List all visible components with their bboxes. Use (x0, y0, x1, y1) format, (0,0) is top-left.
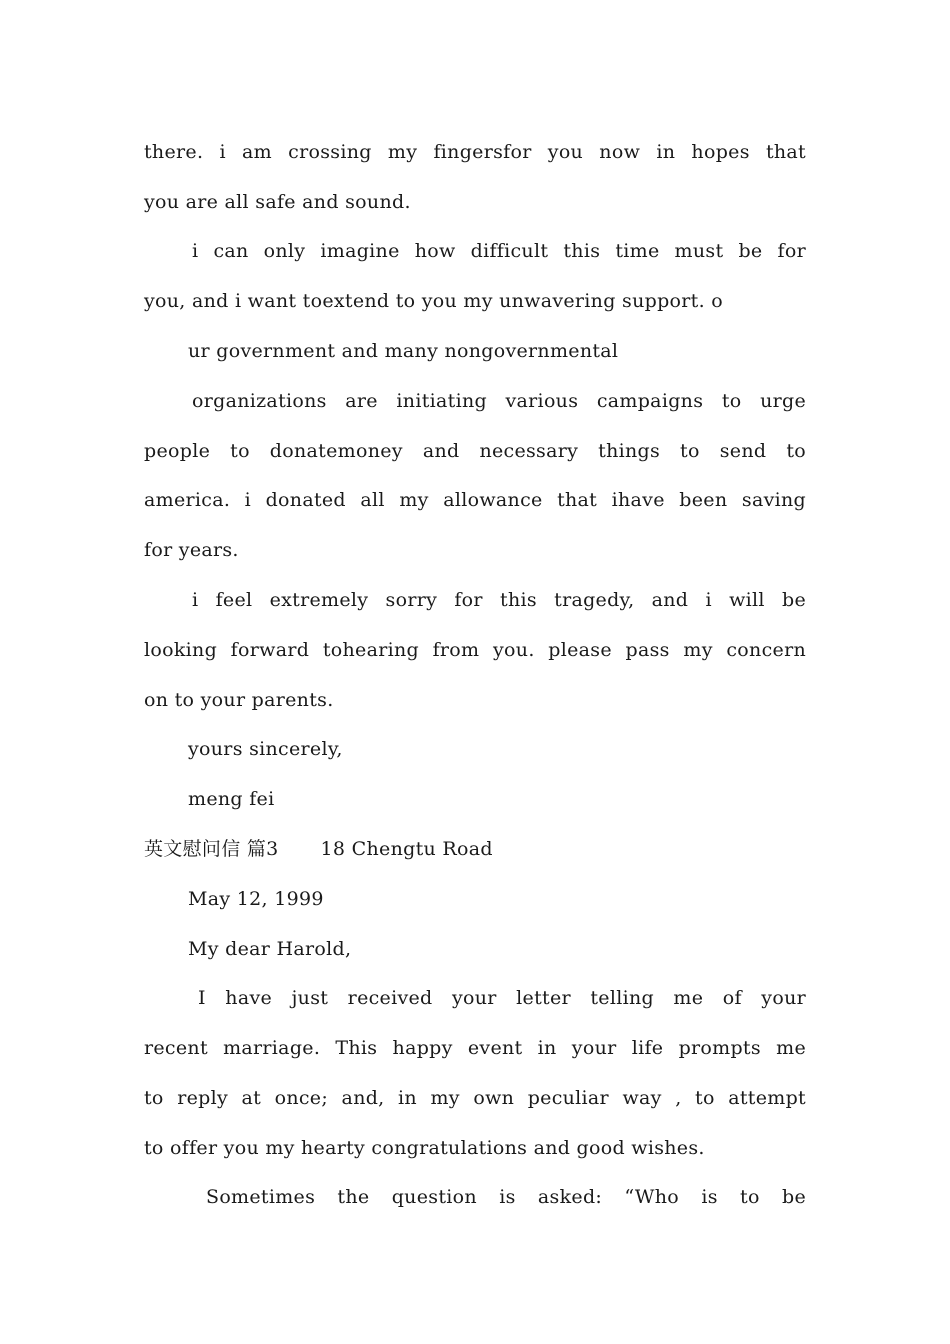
text-line: i feel extremely sorry for this tragedy, and i will be (192, 589, 806, 611)
closing: yours sincerely, (188, 738, 343, 760)
text-line: i can only imagine how difficult this time must be for (192, 240, 806, 262)
text-line: people to donatemoney and necessary things to send to (144, 440, 806, 462)
signature-name: meng fei (188, 788, 275, 810)
text-line: for years. (144, 539, 239, 561)
section-heading (144, 836, 806, 862)
letter-date: May 12, 1999 (188, 888, 324, 910)
text-line: to offer you my hearty congratulations and good wishes. (144, 1137, 705, 1159)
text-line: recent marriage. This happy event in your life prompts me (144, 1037, 806, 1059)
salutation: My dear Harold, (188, 938, 352, 960)
text-line: to reply at once; and, in my own peculiar way , to attempt (144, 1087, 806, 1109)
text-line: america. i donated all my allowance that ihave been saving (144, 489, 806, 511)
text-line: you are all safe and sound. (144, 191, 411, 213)
text-line: there. i am crossing my fingersfor you now in hopes that (144, 141, 806, 163)
text-line: I have just received your letter telling me of your (198, 987, 806, 1009)
text-line: Sometimes the question is asked: “Who is to be (206, 1186, 806, 1208)
text-line: organizations are initiating various campaigns to urge (192, 390, 806, 412)
text-line: on to your parents. (144, 689, 334, 711)
text-line: ur government and many nongovernmental (188, 340, 619, 362)
address-line: 18 Chengtu Road (320, 838, 493, 860)
text-line: looking forward tohearing from you. please pass my concern (144, 639, 806, 661)
text-line: you, and i want toextend to you my unwavering support. o (144, 290, 724, 312)
section-title: 英文慰问信 篇3 (144, 838, 279, 860)
